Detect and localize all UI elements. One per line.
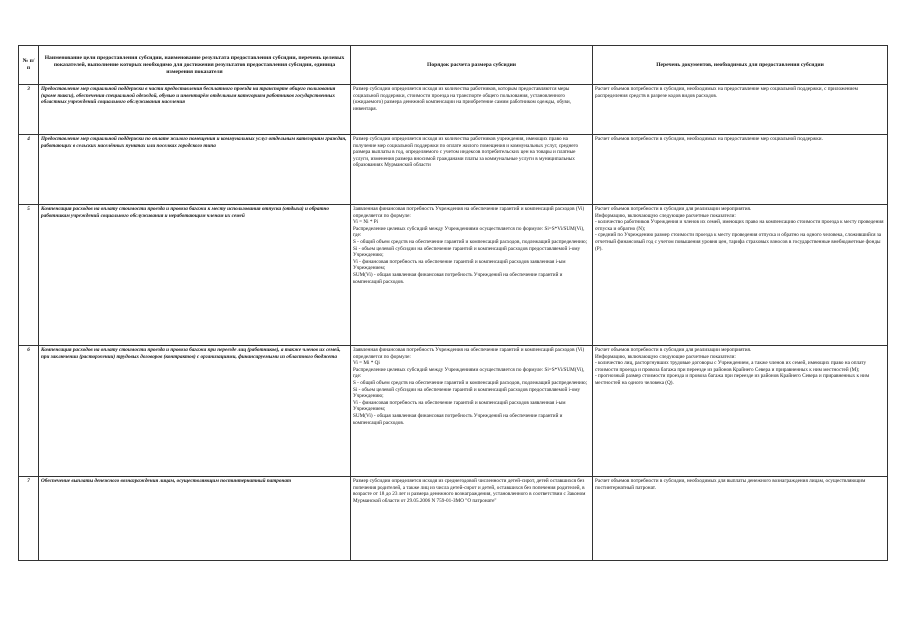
calc-line: где: (353, 373, 362, 380)
calc-line: Распределение целевых субсидий между Учреждениями осуществляется по формуле: Si=S*Vi/SUM(Vi), (353, 225, 585, 232)
row-goal: Предоставление мер социальной поддержки в части предоставления бесплатного проезда на транспорте общего пользования (кроме такси), обеспечения специальной одеждой, обувью и инвентарём отдельным категориям работников государственных областных учреждений социального обслуживания населения (39, 85, 351, 135)
table-row (19, 205, 888, 346)
calc-line: Распределение целевых субсидий между Учреждениями осуществляется по формуле: Si=S*Vi/SUM(Vi), (353, 366, 585, 373)
row-goal: Компенсация расходов на оплату стоимости проезда и провоза багажа при переезде лиц (работников), а также членов их семей, при заключении (расторжении) трудовых договоров (контрактов) с организациями, финансируемыми из областного бюджета (39, 346, 351, 477)
table-row (19, 135, 888, 205)
subsidy-table (18, 45, 888, 561)
calc-line: Размер субсидии определяется исходя из количества работников учреждения, имеющих право на получение мер социальной поддержки по оплате жилого помещения и коммунальных услуг, среднего размера выплаты в год, определяемого с учетом индексов потребительских цен на товары и платные услуги, изменения размера вносимой гражданами платы за коммунальные услуги в муниципальных образованиях Мурманской области (353, 136, 579, 169)
header-calc: Порядок расчета размера субсидии (351, 46, 593, 85)
row-calc (351, 205, 593, 346)
row-goal: Компенсация расходов на оплату стоимости проезда и провоза багажа к месту использования отпуска (отдыха) и обратно работникам учреждений социального обслуживания и неработающим членам их семей (39, 205, 351, 346)
header-goal: Наименование цели предоставления субсидии, наименование результата предоставления субсидии, перечень целевых показателей, выполнение которых необходимо для достижения результатов предоставления субсидии, единица измерения показателя (39, 46, 351, 85)
calc-line: Si - объем целевой субсидии на обеспечение гарантий и компенсаций расходов предоставляемой i-ому Учреждению; (353, 386, 581, 400)
docs-line: - количество лиц, расторгнувших трудовые договоры с Учреждением, а также членов их семей, имеющих право на оплату стоимости проезда и провоза багажа при переезде из районов Крайнего Севера и приравненных к ним местностей (M); (595, 360, 867, 373)
table-header-row (19, 46, 888, 85)
calc-line: Заявленная финансовая потребность Учреждения на обеспечение гарантий и компенсаций расходов (Vi) определяется по формуле: (353, 206, 585, 219)
calc-line: Vi - финансовая потребность на обеспечение гарантий и компенсаций расходов заявленная i-ым Учреждением; (353, 399, 566, 413)
calc-line: Vi - финансовая потребность на обеспечение гарантий и компенсаций расходов заявленная i-ым Учреждением; (353, 258, 566, 272)
row-number: 7 (19, 477, 39, 561)
row-number: 4 (19, 135, 39, 205)
header-num: № п/п (19, 46, 39, 85)
row-docs (593, 135, 888, 205)
docs-line: Информацию, включающую следующие расчетные показатели: (595, 212, 736, 219)
row-goal: Обеспечение выплаты денежного вознаграждения лицам, осуществляющим постинтернатный патронат (39, 477, 351, 561)
row-docs (593, 205, 888, 346)
calc-line: Заявленная финансовая потребность Учреждения на обеспечение гарантий и компенсаций расходов (Vi) определяется по формуле: (353, 347, 585, 360)
docs-line: - средний по Учреждению размер стоимости проезда к месту проведения отпуска и обратно на одного человека, сложившийся за отчетный финансовый год с учетом повышения уровня цен, тарифа страховых взносов в государственные внебюджетные фонды (P). (595, 232, 882, 252)
row-calc (351, 346, 593, 477)
row-number: 6 (19, 346, 39, 477)
docs-line: Расчет объемов потребности в субсидии для реализации мероприятия. (595, 206, 752, 212)
docs-line: - прогнозный размер стоимости проезда и провоза багажа при переезде из районов Крайнего Севера и приравненных к ним местностей на одного человека (Q). (595, 373, 870, 386)
row-docs (593, 346, 888, 477)
calc-line: S - общий объем средств на обеспечение гарантий и компенсаций расходов, подлежащий распределению; (353, 238, 588, 245)
row-docs (593, 85, 888, 135)
calc-line: Размер субсидии определяется исходя из среднегодовой численности детей-сирот, детей оставшихся без попечения родителей, а также лиц из числа детей-сирот и детей, оставшихся без попечения родителей, в возрасте от 18 до 23 лет и размера денежного вознаграждения, установленного в соответствии с Законом Мурманской области от 29.05.2006 N 759-01-ЗМО "О патронате" (353, 478, 586, 504)
row-calc (351, 135, 593, 205)
calc-line: SUM(Vi) - общая заявленная финансовая потребность Учреждений на обеспечение гарантий и компенсаций расходов. (353, 271, 563, 285)
row-number: 3 (19, 85, 39, 135)
table-row (19, 346, 888, 477)
header-docs: Перечень документов, необходимых для предоставления субсидии (593, 46, 888, 85)
calc-line: SUM(Vi) - общая заявленная финансовая потребность Учреждений на обеспечение гарантий и компенсаций расходов. (353, 412, 563, 426)
calc-line: где: (353, 232, 362, 239)
row-calc (351, 477, 593, 561)
row-calc (351, 85, 593, 135)
row-goal: Предоставление мер социальной поддержки по оплате жилого помещения и коммунальных услуг отдельным категориям граждан, работающих в сельских населённых пунктах или поселках городского типа (39, 135, 351, 205)
docs-line: - количество работников Учреждения и членов их семей, имеющих право на компенсацию стоимости проезда к месту проведения отпуска и обратно (N); (595, 219, 884, 232)
docs-line: Расчет объемов потребности в субсидии для реализации мероприятия. (595, 347, 752, 353)
docs-line: Расчет объемов потребности в субсидии, необходимых на предоставление мер социальной поддержки, с приложением распределения средств в разрезе кодов видов расходов. (595, 86, 858, 99)
calc-formula: Vi = Ni * Pi (353, 219, 379, 226)
calc-line: S - общий объем средств на обеспечение гарантий и компенсаций расходов, подлежащий распределению; (353, 379, 588, 386)
calc-formula: Vi = Mi * Qi (353, 360, 380, 367)
docs-line: Информацию, включающую следующие расчетные показатели: (595, 353, 736, 360)
docs-line: Расчет объемов потребности в субсидии, необходимых на предоставление мер социальной поддержки. (595, 136, 823, 142)
table-row (19, 85, 888, 135)
calc-line: Si - объем целевой субсидии на обеспечение гарантий и компенсаций расходов предоставляемой i-ому Учреждению; (353, 245, 581, 259)
calc-line: Размер субсидии определяется исходя из количества работников, которым предоставляются меры социальной поддержки, стоимости проезда на транспорте общего пользования, установленного (ожидаемого) размера денежной компенсации на приобретение самим работником одежды, обуви, инвентаря. (353, 86, 571, 112)
row-docs (593, 477, 888, 561)
table-row (19, 477, 888, 561)
row-number: 5 (19, 205, 39, 346)
docs-line: Расчет объемов потребности в субсидии, необходимых для выплаты денежного вознаграждения лицам, осуществляющим постинтернатный патронат. (595, 478, 866, 491)
